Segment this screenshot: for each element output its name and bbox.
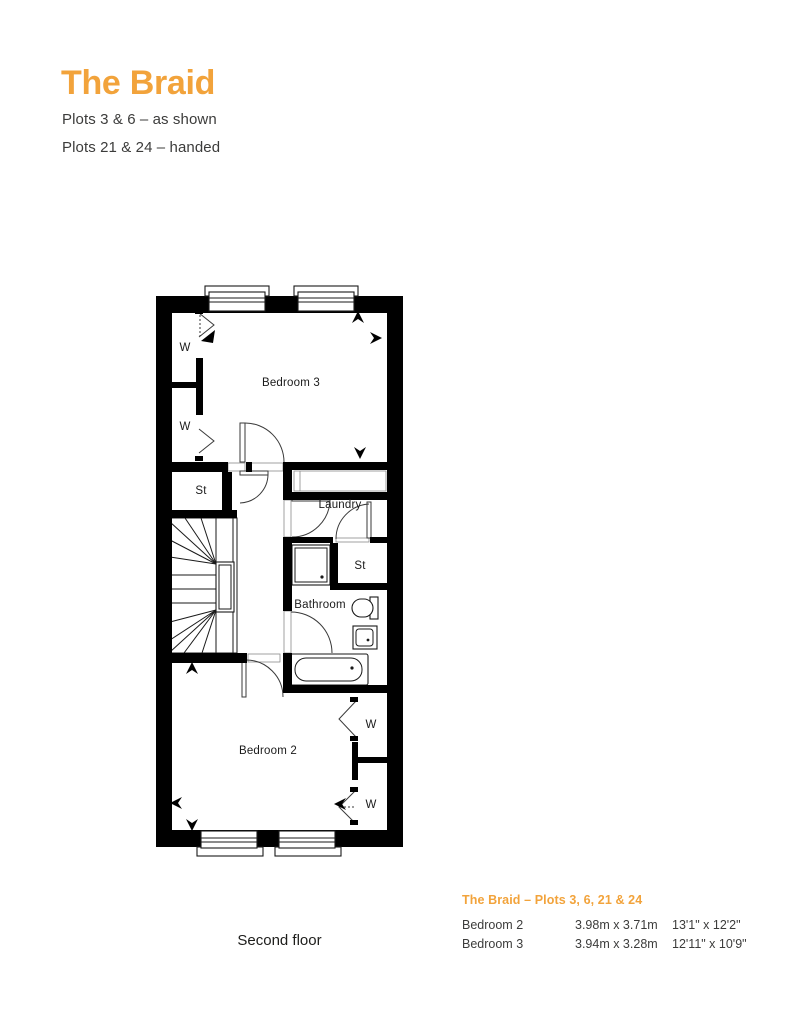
room-imperial-size: 12'11" x 10'9" bbox=[672, 937, 747, 951]
room-label-bathroom: Bathroom bbox=[294, 599, 346, 611]
room-labels bbox=[179, 342, 376, 811]
table-row bbox=[462, 918, 747, 932]
room-name: Bedroom 3 bbox=[462, 937, 524, 951]
sink bbox=[353, 626, 377, 649]
room-label-store-right: St bbox=[354, 560, 366, 572]
dimensions-table bbox=[462, 893, 747, 956]
plots-as-shown-subtitle: Plots 3 & 6 – as shown bbox=[62, 111, 217, 128]
room-label-store-left: St bbox=[195, 485, 207, 497]
room-label-laundry: Laundry bbox=[318, 499, 362, 511]
toilet bbox=[352, 597, 378, 619]
room-label-bedroom2: Bedroom 2 bbox=[238, 745, 298, 757]
dimensions-heading: The Braid – Plots 3, 6, 21 & 24 bbox=[462, 893, 643, 907]
floor-caption: Second floor bbox=[237, 932, 322, 949]
bathtub bbox=[290, 654, 368, 685]
room-label-bedroom3: Bedroom 3 bbox=[261, 377, 321, 389]
plots-handed-subtitle: Plots 21 & 24 – handed bbox=[62, 139, 221, 156]
laundry-recess bbox=[294, 471, 386, 491]
wardrobe-label-4: W bbox=[365, 799, 377, 811]
room-name: Bedroom 2 bbox=[462, 918, 524, 932]
wardrobe-label-2: W bbox=[179, 421, 191, 433]
room-imperial-size: 13'1" x 12'2" bbox=[672, 918, 741, 932]
page-title: The Braid bbox=[61, 64, 216, 102]
wardrobe-label-3: W bbox=[365, 719, 377, 731]
wardrobe-label-1: W bbox=[179, 342, 191, 354]
shower bbox=[292, 545, 330, 585]
room-metric-size: 3.98m x 3.71m bbox=[575, 918, 658, 932]
table-row bbox=[462, 937, 747, 951]
staircase bbox=[169, 518, 237, 653]
room-metric-size: 3.94m x 3.28m bbox=[575, 937, 658, 951]
